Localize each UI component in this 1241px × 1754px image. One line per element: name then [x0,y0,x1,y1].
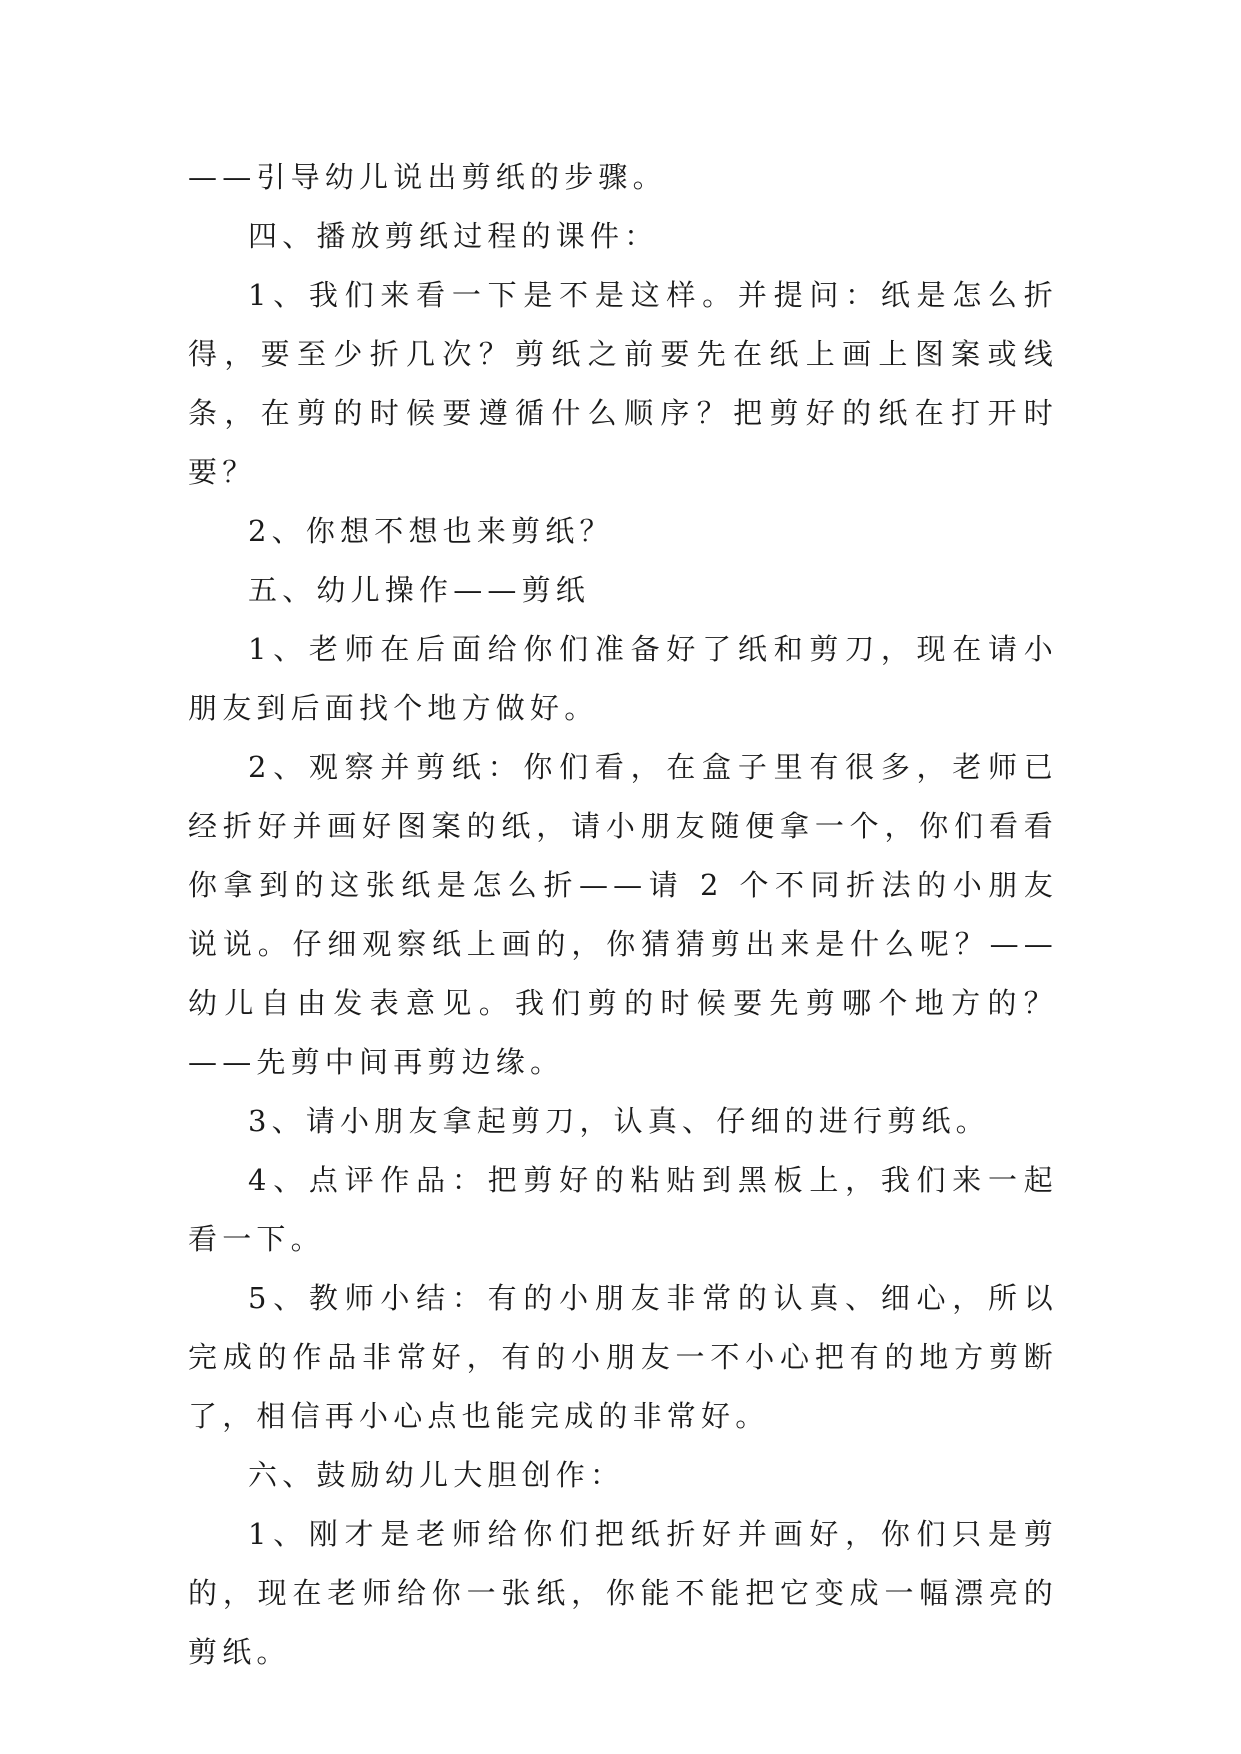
section-heading-4: 四、播放剪纸过程的课件： [248,219,659,253]
paragraph-5-2: 2、观察并剪纸：你们看，在盒子里有很多，老师已经折好并画好图案的纸，请小朋友随便拿一个，你们看看你拿到的这张纸是怎么折——请 2 个不同折法的小朋友说说。仔细观察纸上画的，你猜猜剪出来是什么呢？——幼儿自由发表意见。我们剪的时候要先剪哪个地方的？——先剪中间再剪边缘。 [188,750,1058,1079]
paragraph-5-4: 4、点评作品：把剪好的粘贴到黑板上，我们来一起看一下。 [188,1163,1058,1256]
section-heading-5: 五、幼儿操作——剪纸 [248,573,591,607]
paragraph-5-3: 3、请小朋友拿起剪刀，认真、仔细的进行剪纸。 [248,1104,990,1138]
section-heading-6: 六、鼓励幼儿大胆创作： [248,1458,625,1492]
paragraph-5-5: 5、教师小结：有的小朋友非常的认真、细心，所以完成的作品非常好，有的小朋友一不小心把有的地方剪断了，相信再小心点也能完成的非常好。 [188,1281,1058,1433]
paragraph-4-2: 2、你想不想也来剪纸？ [248,514,614,548]
paragraph-5-1: 1、老师在后面给你们准备好了纸和剪刀，现在请小朋友到后面找个地方做好。 [188,632,1058,725]
document-page [188,148,1058,1682]
paragraph-6-1: 1、刚才是老师给你们把纸折好并画好，你们只是剪的，现在老师给你一张纸，你能不能把它变成一幅漂亮的剪纸。 [188,1517,1058,1669]
paragraph-4-1: 1、我们来看一下是不是这样。并提问：纸是怎么折得，要至少折几次？剪纸之前要先在纸上画上图案或线条，在剪的时候要遵循什么顺序？把剪好的纸在打开时要？ [188,278,1058,489]
paragraph-intro-dash: ——引导幼儿说出剪纸的步骤。 [188,160,667,194]
